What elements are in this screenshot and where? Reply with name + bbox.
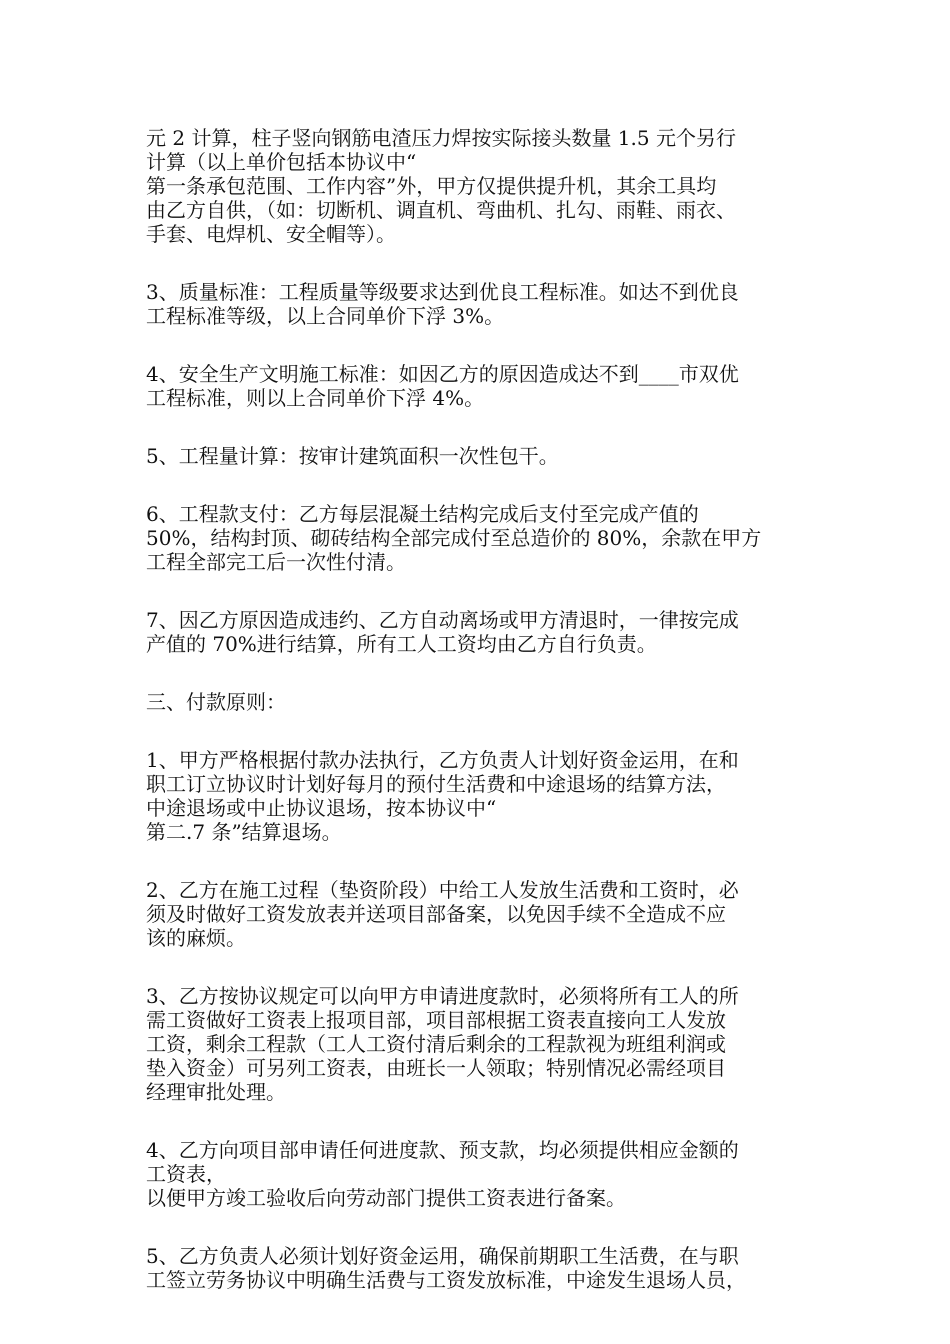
text-line: 第一条承包范围、工作内容”外，甲方仅提供提升机，其余工具均 xyxy=(146,174,717,198)
paragraph xyxy=(146,748,826,844)
text-line: 6、工程款支付：乙方每层混凝土结构完成后支付至完成产值的 xyxy=(146,502,699,526)
text-line: 工程全部完工后一次性付清。 xyxy=(146,550,406,574)
paragraph xyxy=(146,1138,826,1210)
paragraph xyxy=(146,126,826,246)
text-line: 由乙方自供，（如：切断机、调直机、弯曲机、扎勾、雨鞋、雨衣、 xyxy=(146,198,736,222)
text-line: 垫入资金）可另列工资表，由班长一人领取；特别情况必需经项目 xyxy=(146,1056,726,1080)
text-line: 工程标准，则以上合同单价下浮 4%。 xyxy=(146,386,485,410)
text-line: 经理审批处理。 xyxy=(146,1080,286,1104)
paragraph xyxy=(146,362,826,410)
paragraph xyxy=(146,878,826,950)
text-line: 以便甲方竣工验收后向劳动部门提供工资表进行备案。 xyxy=(146,1186,626,1210)
text-line: 3、质量标准：工程质量等级要求达到优良工程标准。如达不到优良 xyxy=(146,280,739,304)
text-line: 3、乙方按协议规定可以向甲方申请进度款时，必须将所有工人的所 xyxy=(146,984,739,1008)
paragraph xyxy=(146,1244,826,1292)
text-line: 三、付款原则： xyxy=(146,690,286,714)
paragraph xyxy=(146,502,826,574)
text-line: 7、因乙方原因造成违约、乙方自动离场或甲方清退时，一律按完成 xyxy=(146,608,739,632)
text-line: 需工资做好工资表上报项目部，项目部根据工资表直接向工人发放 xyxy=(146,1008,726,1032)
paragraph xyxy=(146,690,826,714)
text-line: 职工订立协议时计划好每月的预付生活费和中途退场的结算方法， xyxy=(146,772,726,796)
text-line: 元 2 计算，柱子竖向钢筋电渣压力焊按实际接头数量 1.5 元个另行 xyxy=(146,126,736,150)
text-line: 中途退场或中止协议退场，按本协议中“ xyxy=(146,796,497,820)
text-line: 工资，剩余工程款（工人工资付清后剩余的工程款视为班组利润或 xyxy=(146,1032,726,1056)
document-body xyxy=(146,126,826,1326)
text-line: 5、工程量计算：按审计建筑面积一次性包干。 xyxy=(146,444,559,468)
paragraph xyxy=(146,608,826,656)
text-line: 1、甲方严格根据付款办法执行，乙方负责人计划好资金运用，在和 xyxy=(146,748,739,772)
text-line: 2、乙方在施工过程（垫资阶段）中给工人发放生活费和工资时，必 xyxy=(146,878,739,902)
text-line: 计算（以上单价包括本协议中“ xyxy=(146,150,417,174)
text-line: 工程标准等级，以上合同单价下浮 3%。 xyxy=(146,304,505,328)
text-line: 该的麻烦。 xyxy=(146,926,246,950)
text-line: 50%，结构封顶、砌砖结构全部完成付至总造价的 80%，余款在甲方 xyxy=(146,526,762,550)
text-line: 产值的 70%进行结算，所有工人工资均由乙方自行负责。 xyxy=(146,632,657,656)
paragraph xyxy=(146,280,826,328)
text-line: 第二.7 条”结算退场。 xyxy=(146,820,342,844)
text-line: 5、乙方负责人必须计划好资金运用，确保前期职工生活费，在与职 xyxy=(146,1244,739,1268)
text-line: 工签立劳务协议中明确生活费与工资发放标准，中途发生退场人员， xyxy=(146,1268,746,1292)
paragraph xyxy=(146,444,826,468)
text-line: 4、安全生产文明施工标准：如因乙方的原因造成达不到____市双优 xyxy=(146,362,739,386)
text-line: 工资表， xyxy=(146,1162,226,1186)
paragraph xyxy=(146,984,826,1104)
text-line: 须及时做好工资发放表并送项目部备案，以免因手续不全造成不应 xyxy=(146,902,726,926)
text-line: 手套、电焊机、安全帽等）。 xyxy=(146,222,396,246)
text-line: 4、乙方向项目部申请任何进度款、预支款，均必须提供相应金额的 xyxy=(146,1138,739,1162)
